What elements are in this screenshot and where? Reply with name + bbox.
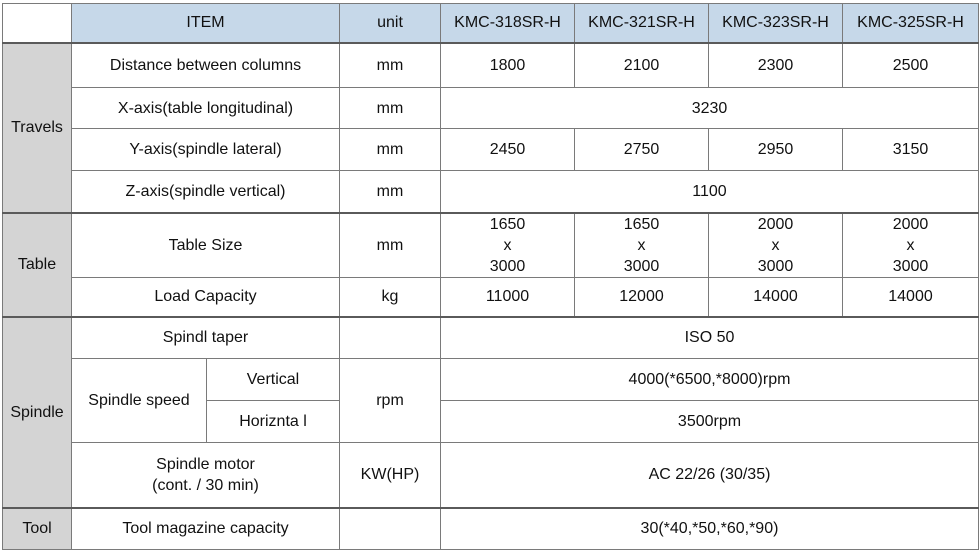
value-cell: 1100 xyxy=(441,171,979,213)
category-table: Table xyxy=(3,213,72,318)
table-row xyxy=(3,277,979,317)
size-width: 2000 xyxy=(892,215,929,233)
size-times: x xyxy=(503,236,512,254)
row-unit: mm xyxy=(340,88,441,129)
value-cell: 2500 xyxy=(843,43,979,88)
value-cell: 2100 xyxy=(575,43,709,88)
motor-label-line-2: (cont. / 30 min) xyxy=(152,476,259,494)
value-cell: 2300 xyxy=(709,43,843,88)
value-cell: AC 22/26 (30/35) xyxy=(441,442,979,508)
row-unit: mm xyxy=(340,129,441,171)
row-unit: mm xyxy=(340,43,441,88)
header-model-2: KMC-321SR-H xyxy=(575,4,709,43)
row-unit: mm xyxy=(340,213,441,278)
row-label xyxy=(72,442,340,508)
value-cell: 2450 xyxy=(441,129,575,171)
value-cell: 30(*40,*50,*60,*90) xyxy=(441,508,979,549)
size-width: 2000 xyxy=(757,215,794,233)
table-row xyxy=(3,88,979,129)
row-label: X-axis(table longitudinal) xyxy=(72,88,340,129)
sub-label: Horiznta l xyxy=(207,400,340,442)
size-times: x xyxy=(771,236,780,254)
header-model-4: KMC-325SR-H xyxy=(843,4,979,43)
value-cell: 2750 xyxy=(575,129,709,171)
row-label: Table Size xyxy=(72,213,340,278)
row-unit: mm xyxy=(340,171,441,213)
value-cell: 3230 xyxy=(441,88,979,129)
category-spindle: Spindle xyxy=(3,317,72,508)
header-item: ITEM xyxy=(72,4,340,43)
row-label: Distance between columns xyxy=(72,43,340,88)
header-unit: unit xyxy=(340,4,441,43)
size-length: 3000 xyxy=(757,257,794,275)
value-cell: 1800 xyxy=(441,43,575,88)
header-row xyxy=(3,4,979,43)
row-label: Tool magazine capacity xyxy=(72,508,340,549)
size-length: 3000 xyxy=(892,257,929,275)
value-cell: 4000(*6500,*8000)rpm xyxy=(441,358,979,400)
size-width: 1650 xyxy=(489,215,526,233)
table-row xyxy=(3,171,979,213)
value-cell: 14000 xyxy=(709,277,843,317)
header-corner xyxy=(3,4,72,43)
table-row xyxy=(3,442,979,508)
value-cell xyxy=(843,213,979,278)
value-cell: 2950 xyxy=(709,129,843,171)
row-unit: kg xyxy=(340,277,441,317)
value-cell xyxy=(709,213,843,278)
motor-label-line-1: Spindle motor xyxy=(156,455,255,473)
category-travels: Travels xyxy=(3,43,72,213)
spec-table xyxy=(2,3,979,550)
value-cell xyxy=(441,213,575,278)
category-tool: Tool xyxy=(3,508,72,549)
value-cell: 3500rpm xyxy=(441,400,979,442)
table-row xyxy=(3,358,979,400)
value-cell: 3150 xyxy=(843,129,979,171)
row-label: Spindl taper xyxy=(72,317,340,358)
value-cell: 14000 xyxy=(843,277,979,317)
table-row xyxy=(3,213,979,278)
row-unit xyxy=(340,508,441,549)
size-length: 3000 xyxy=(489,257,526,275)
header-model-3: KMC-323SR-H xyxy=(709,4,843,43)
value-cell xyxy=(575,213,709,278)
row-unit xyxy=(340,317,441,358)
table-row xyxy=(3,508,979,549)
row-unit: rpm xyxy=(340,358,441,442)
value-cell: 11000 xyxy=(441,277,575,317)
row-label: Spindle speed xyxy=(72,358,207,442)
sub-label: Vertical xyxy=(207,358,340,400)
value-cell: 12000 xyxy=(575,277,709,317)
size-width: 1650 xyxy=(623,215,660,233)
value-cell: ISO 50 xyxy=(441,317,979,358)
row-label: Y-axis(spindle lateral) xyxy=(72,129,340,171)
header-model-1: KMC-318SR-H xyxy=(441,4,575,43)
table-row xyxy=(3,43,979,88)
row-unit: KW(HP) xyxy=(340,442,441,508)
size-times: x xyxy=(637,236,646,254)
row-label: Z-axis(spindle vertical) xyxy=(72,171,340,213)
size-times: x xyxy=(906,236,915,254)
size-length: 3000 xyxy=(623,257,660,275)
table-row xyxy=(3,129,979,171)
table-row xyxy=(3,317,979,358)
row-label: Load Capacity xyxy=(72,277,340,317)
